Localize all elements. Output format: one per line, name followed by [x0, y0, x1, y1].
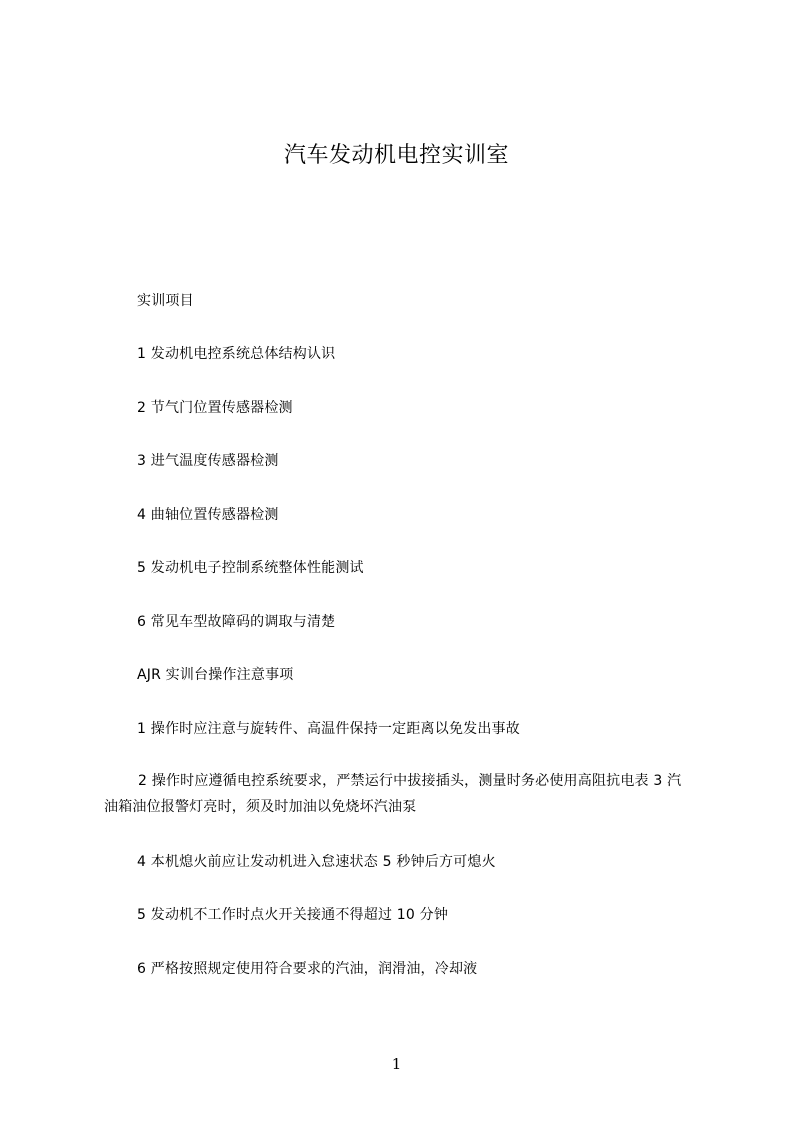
section-heading-projects: 实训项目: [137, 293, 194, 309]
project-item: 1 发动机电控系统总体结构认识: [137, 346, 336, 362]
project-item: 2 节气门位置传感器检测: [137, 400, 293, 416]
note-item: 6 严格按照规定使用符合要求的汽油，润滑油，冷却液: [137, 961, 478, 977]
project-item: 6 常见车型故障码的调取与清楚: [137, 614, 336, 630]
note-item: 2 操作时应遵循电控系统要求，严禁运行中拔接插头，测量时务必使用高阻抗电表 3 汽油箱油位报警灯亮时，须及时加油以免烧坏汽油泵: [104, 773, 682, 815]
project-item: 5 发动机电子控制系统整体性能测试: [137, 560, 364, 576]
section-heading-notes: AJR 实训台操作注意事项: [137, 667, 294, 683]
note-item: 1 操作时应注意与旋转件、高温件保持一定距离以免发出事故: [137, 721, 520, 737]
page-number: 1: [391, 1055, 402, 1073]
project-item: 3 进气温度传感器检测: [137, 453, 279, 469]
project-item: 4 曲轴位置传感器检测: [137, 507, 279, 523]
note-item: 5 发动机不工作时点火开关接通不得超过 10 分钟: [137, 907, 449, 923]
page-title: 汽车发动机电控实训室: [283, 143, 509, 168]
note-item: 4 本机熄火前应让发动机进入怠速状态 5 秒钟后方可熄火: [137, 854, 496, 870]
